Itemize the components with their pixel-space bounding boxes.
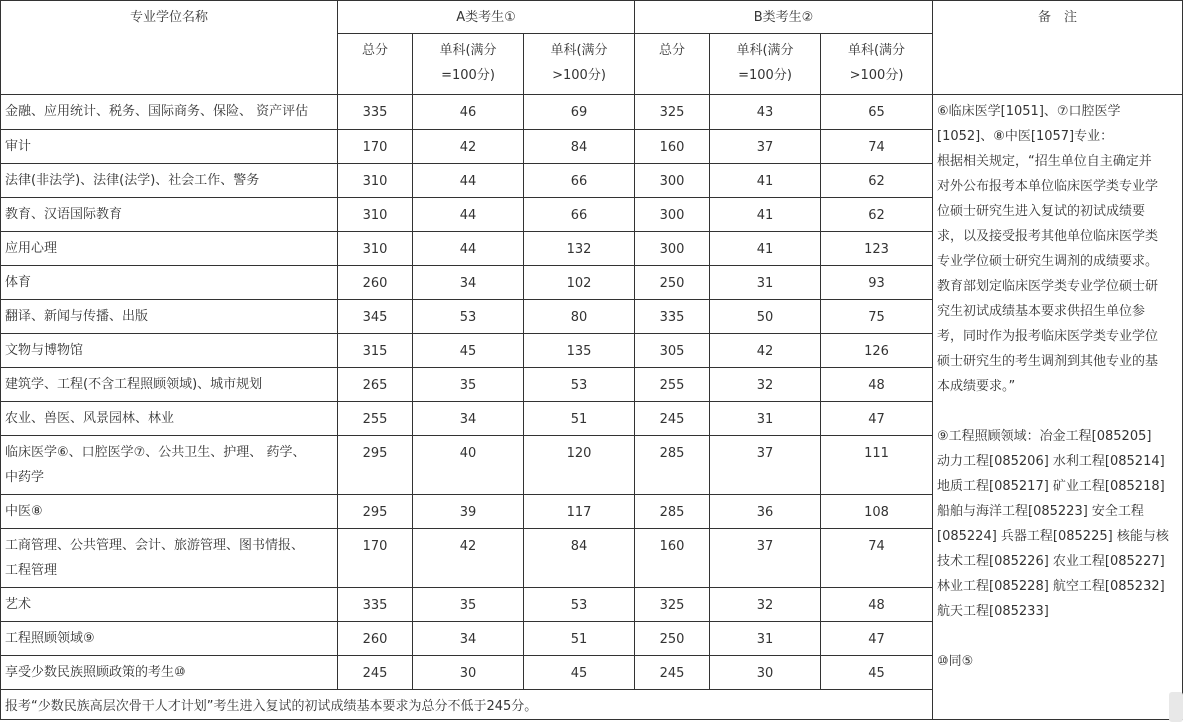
score-b-single-100: 37: [710, 130, 821, 164]
score-b-single-gt100: 75: [821, 300, 933, 334]
score-a-single-100: 45: [413, 334, 524, 368]
score-a-single-100: 39: [413, 495, 524, 529]
major-name: 法律(非法学)、法律(法学)、社会工作、警务: [1, 164, 338, 198]
note-9-line: ⑨工程照顾领域：冶金工程[085205]: [937, 429, 1152, 444]
note-9-line: 地质工程[085217] 矿业工程[085218]: [937, 479, 1165, 494]
score-b-single-gt100: 48: [821, 368, 933, 402]
score-a-total: 310: [338, 164, 413, 198]
score-b-total: 255: [635, 368, 710, 402]
score-b-single-100: 41: [710, 232, 821, 266]
header-major-name: 专业学位名称: [1, 1, 338, 95]
major-name: 体育: [1, 266, 338, 300]
score-b-single-gt100: 126: [821, 334, 933, 368]
note-6-line: 根据相关规定，“招生单位自主确定并: [937, 154, 1152, 169]
major-name: 金融、应用统计、税务、国际商务、保险、 资产评估: [1, 95, 338, 130]
major-name: 享受少数民族照顾政策的考生⑩: [1, 656, 338, 690]
score-b-single-100: 31: [710, 622, 821, 656]
score-a-single-100: 35: [413, 368, 524, 402]
score-a-total: 310: [338, 232, 413, 266]
score-a-single-100: 34: [413, 622, 524, 656]
score-a-single-gt100: 53: [524, 368, 635, 402]
score-a-single-gt100: 66: [524, 198, 635, 232]
score-b-single-gt100: 48: [821, 588, 933, 622]
header-group-b: B类考生②: [635, 1, 933, 34]
note-6-line: 究生初试成绩基本要求供招生单位参: [937, 304, 1146, 319]
score-b-total: 285: [635, 436, 710, 495]
score-a-total: 335: [338, 588, 413, 622]
note-6-line: 专业学位硕士研究生调剂的成绩要求。: [937, 254, 1159, 269]
score-a-total: 295: [338, 436, 413, 495]
note-9-line: 航天工程[085233]: [937, 604, 1049, 619]
score-b-single-gt100: 108: [821, 495, 933, 529]
score-a-single-100: 42: [413, 130, 524, 164]
score-b-total: 245: [635, 402, 710, 436]
scroll-handle[interactable]: [1169, 692, 1183, 722]
score-a-total: 335: [338, 95, 413, 130]
score-b-single-gt100: 62: [821, 164, 933, 198]
score-a-single-gt100: 84: [524, 529, 635, 588]
score-a-total: 170: [338, 529, 413, 588]
score-b-single-100: 41: [710, 198, 821, 232]
score-a-total: 255: [338, 402, 413, 436]
note-6-line: 本成绩要求。”: [937, 379, 1016, 394]
score-b-single-100: 32: [710, 588, 821, 622]
score-a-total: 245: [338, 656, 413, 690]
header-b-single-gt100: 单科(满分 >100分): [821, 34, 933, 95]
table-row: [1, 95, 1183, 130]
score-b-single-gt100: 74: [821, 130, 933, 164]
major-name: 建筑学、工程(不含工程照顾领域)、城市规划: [1, 368, 338, 402]
score-a-single-100: 46: [413, 95, 524, 130]
score-b-single-gt100: 47: [821, 402, 933, 436]
score-a-total: 295: [338, 495, 413, 529]
header-a-single-100: 单科(满分 =100分): [413, 34, 524, 95]
header-a-single-gt100: 单科(满分 >100分): [524, 34, 635, 95]
score-a-total: 260: [338, 622, 413, 656]
score-a-single-100: 34: [413, 402, 524, 436]
major-name: 文物与博物馆: [1, 334, 338, 368]
score-a-total: 345: [338, 300, 413, 334]
score-a-single-gt100: 45: [524, 656, 635, 690]
note-6-line: 硕士研究生的考生调剂到其他专业的基: [937, 354, 1159, 369]
note-6-line: 教育部划定临床医学类专业学位硕士研: [937, 279, 1159, 294]
score-a-single-100: 53: [413, 300, 524, 334]
score-b-single-gt100: 123: [821, 232, 933, 266]
score-b-single-100: 31: [710, 402, 821, 436]
note-6-line: 考，同时作为报考临床医学类专业学位: [937, 329, 1159, 344]
major-name: 教育、汉语国际教育: [1, 198, 338, 232]
score-b-single-gt100: 93: [821, 266, 933, 300]
score-a-single-gt100: 51: [524, 622, 635, 656]
score-b-single-100: 32: [710, 368, 821, 402]
note-6-line: [1052]、⑧中医[1057]专业：: [937, 129, 1114, 144]
footer-note: 报考“少数民族高层次骨干人才计划”考生进入复试的初试成绩基本要求为总分不低于245分。: [1, 690, 933, 720]
header-remarks: 备 注: [933, 1, 1183, 95]
note-6-line: 求，以及接受报考其他单位临床医学类: [937, 229, 1159, 244]
score-b-single-100: 30: [710, 656, 821, 690]
score-b-total: 245: [635, 656, 710, 690]
score-b-single-100: 50: [710, 300, 821, 334]
major-name: 审计: [1, 130, 338, 164]
score-b-total: 250: [635, 266, 710, 300]
score-b-single-100: 37: [710, 436, 821, 495]
score-b-single-100: 41: [710, 164, 821, 198]
score-a-single-gt100: 120: [524, 436, 635, 495]
score-a-single-100: 30: [413, 656, 524, 690]
note-9-line: [085224] 兵器工程[085225] 核能与核: [937, 529, 1169, 544]
score-b-single-gt100: 45: [821, 656, 933, 690]
score-a-single-100: 44: [413, 232, 524, 266]
note-9-line: 技术工程[085226] 农业工程[085227]: [937, 554, 1165, 569]
score-b-total: 285: [635, 495, 710, 529]
major-name: 翻译、新闻与传播、出版: [1, 300, 338, 334]
score-a-total: 310: [338, 198, 413, 232]
score-b-total: 335: [635, 300, 710, 334]
note-6-line: 位硕士研究生进入复试的初试成绩要: [937, 204, 1146, 219]
score-a-single-100: 44: [413, 164, 524, 198]
score-a-total: 265: [338, 368, 413, 402]
score-a-single-gt100: 53: [524, 588, 635, 622]
header-b-single-100: 单科(满分 =100分): [710, 34, 821, 95]
score-a-single-gt100: 84: [524, 130, 635, 164]
score-b-total: 325: [635, 95, 710, 130]
score-b-single-gt100: 65: [821, 95, 933, 130]
major-name: 中医⑧: [1, 495, 338, 529]
score-b-single-100: 31: [710, 266, 821, 300]
score-b-single-gt100: 47: [821, 622, 933, 656]
score-b-total: 305: [635, 334, 710, 368]
score-a-single-gt100: 102: [524, 266, 635, 300]
score-a-single-gt100: 66: [524, 164, 635, 198]
score-b-single-100: 36: [710, 495, 821, 529]
score-b-single-100: 37: [710, 529, 821, 588]
score-a-single-gt100: 132: [524, 232, 635, 266]
header-b-total: 总分: [635, 34, 710, 95]
score-b-single-gt100: 111: [821, 436, 933, 495]
score-a-total: 170: [338, 130, 413, 164]
major-name: 工商管理、公共管理、会计、旅游管理、图书情报、 工程管理: [1, 529, 338, 588]
score-a-single-gt100: 135: [524, 334, 635, 368]
score-a-single-gt100: 51: [524, 402, 635, 436]
score-b-total: 160: [635, 529, 710, 588]
score-b-total: 300: [635, 198, 710, 232]
score-a-single-100: 35: [413, 588, 524, 622]
score-a-total: 315: [338, 334, 413, 368]
header-a-total: 总分: [338, 34, 413, 95]
remarks-cell: [933, 95, 1183, 720]
note-10: ⑩同⑤: [937, 654, 974, 669]
score-b-single-100: 43: [710, 95, 821, 130]
major-name: 应用心理: [1, 232, 338, 266]
major-name: 工程照顾领域⑨: [1, 622, 338, 656]
score-a-total: 260: [338, 266, 413, 300]
note-6-line: 对外公布报考本单位临床医学类专业学: [937, 179, 1159, 194]
major-name: 艺术: [1, 588, 338, 622]
score-b-total: 300: [635, 164, 710, 198]
score-b-single-gt100: 74: [821, 529, 933, 588]
score-a-single-gt100: 80: [524, 300, 635, 334]
score-a-single-100: 40: [413, 436, 524, 495]
major-name: 农业、兽医、风景园林、林业: [1, 402, 338, 436]
score-b-single-gt100: 62: [821, 198, 933, 232]
score-b-total: 300: [635, 232, 710, 266]
score-a-single-100: 44: [413, 198, 524, 232]
header-group-a: A类考生①: [338, 1, 635, 34]
score-a-single-100: 42: [413, 529, 524, 588]
note-6-line: ⑥临床医学[1051]、⑦口腔医学: [937, 104, 1121, 119]
score-b-total: 250: [635, 622, 710, 656]
score-b-total: 325: [635, 588, 710, 622]
note-9-line: 林业工程[085228] 航空工程[085232]: [937, 579, 1165, 594]
major-name: 临床医学⑥、口腔医学⑦、公共卫生、护理、 药学、 中药学: [1, 436, 338, 495]
score-a-single-100: 34: [413, 266, 524, 300]
score-b-total: 160: [635, 130, 710, 164]
note-9-line: 动力工程[085206] 水利工程[085214]: [937, 454, 1165, 469]
note-9-line: 船舶与海洋工程[085223] 安全工程: [937, 504, 1144, 519]
score-a-single-gt100: 69: [524, 95, 635, 130]
score-b-single-100: 42: [710, 334, 821, 368]
score-a-single-gt100: 117: [524, 495, 635, 529]
